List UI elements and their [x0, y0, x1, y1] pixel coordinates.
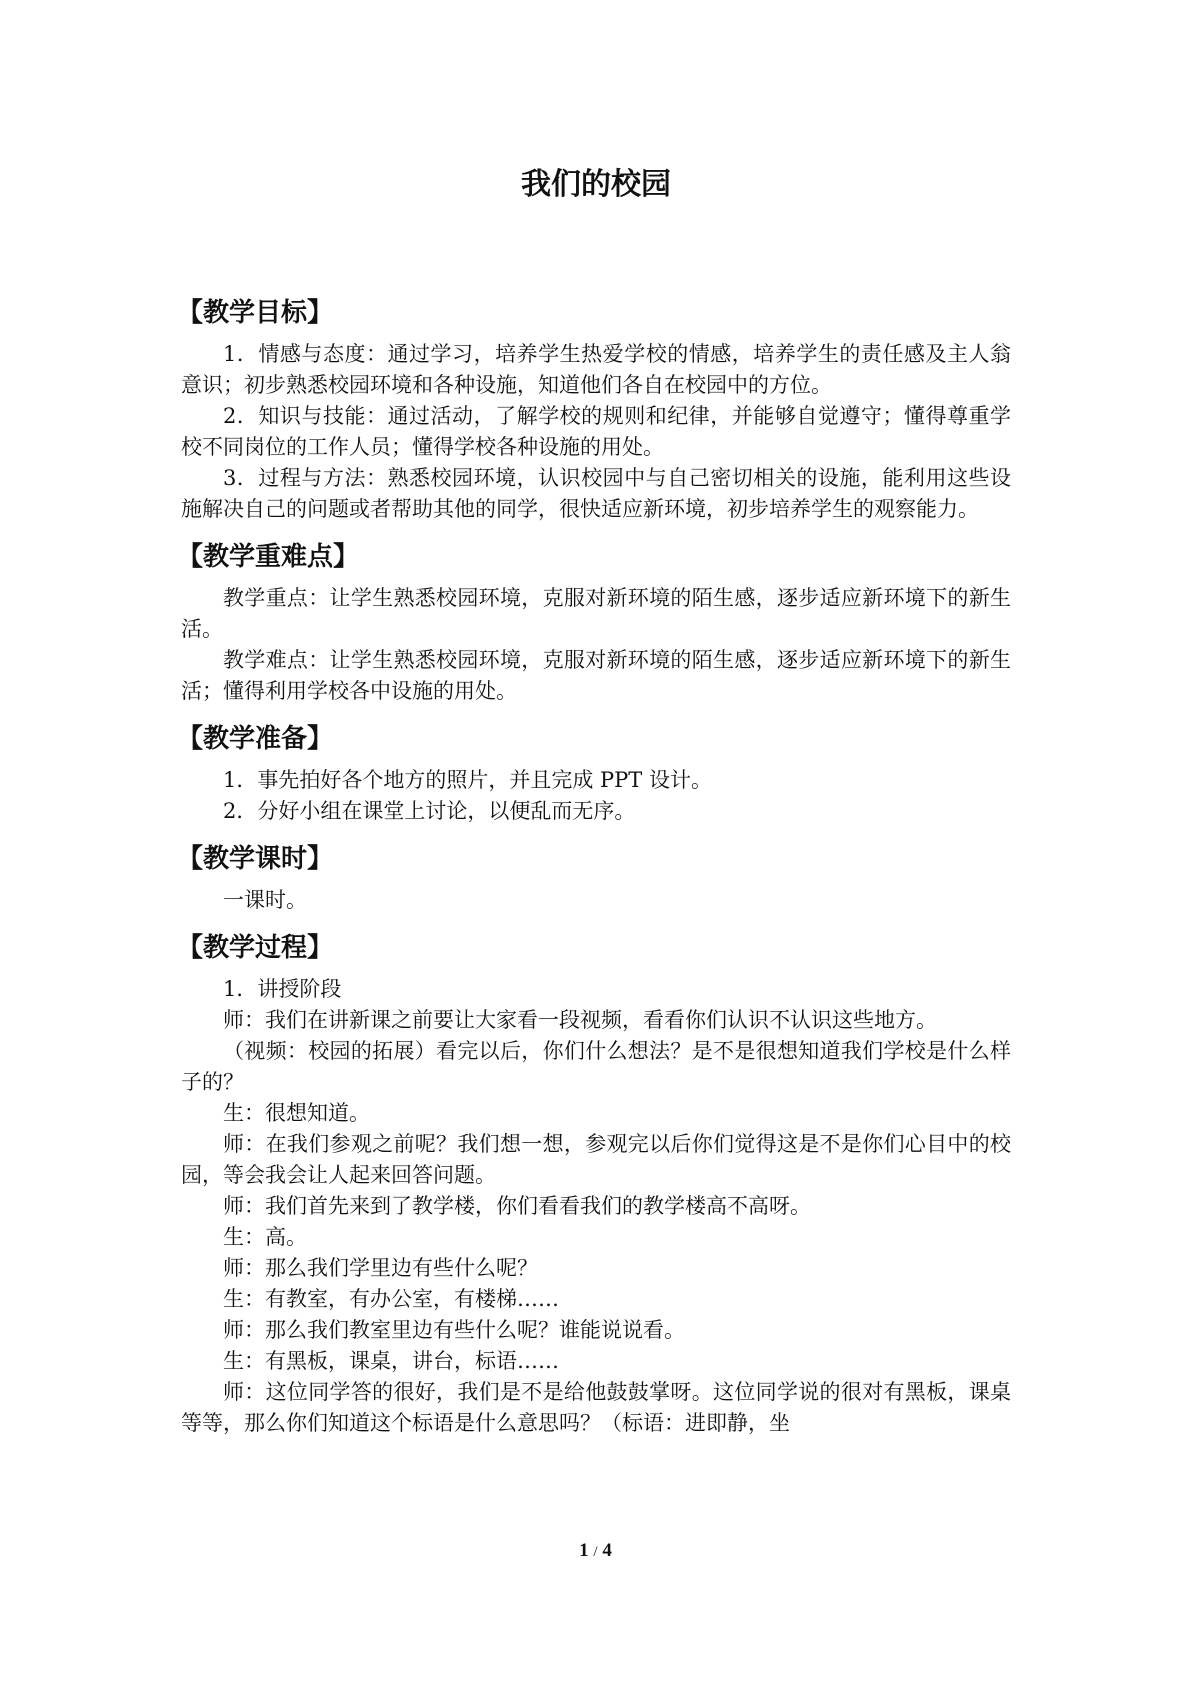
- paragraph: 师：这位同学答的很好，我们是不是给他鼓鼓掌呀。这位同学说的很对有黑板，课桌等等，那么你们知道这个标语是什么意思吗？（标语：进即静，坐: [181, 1380, 1011, 1435]
- paragraph: 1．事先拍好各个地方的照片，并且完成 PPT 设计。: [223, 768, 712, 792]
- paragraph: 2．分好小组在课堂上讨论，以便乱而无序。: [223, 799, 636, 823]
- paragraph: 一课时。: [223, 888, 307, 912]
- paragraph: 生：有教室，有办公室，有楼梯……: [223, 1287, 559, 1311]
- paragraph: 3．过程与方法：熟悉校园环境，认识校园中与自己密切相关的设施，能利用这些设施解决自己的问题或者帮助其他的同学，很快适应新环境，初步培养学生的观察能力。: [181, 466, 1011, 521]
- paragraph: 生：有黑板，课桌，讲台，标语……: [223, 1349, 559, 1373]
- page-number-total: 4: [602, 1540, 612, 1561]
- paragraph: 师：在我们参观之前呢？我们想一想，参观完以后你们觉得这是不是你们心目中的校园，等会我会让人起来回答问题。: [181, 1132, 1011, 1187]
- section-heading: 【教学准备】: [177, 724, 334, 754]
- section: [177, 539, 1011, 707]
- section: [177, 841, 1011, 916]
- section-heading: 【教学过程】: [177, 933, 334, 963]
- section-heading: 【教学目标】: [177, 298, 334, 328]
- paragraph: 师：我们在讲新课之前要让大家看一段视频，看看你们认识不认识这些地方。: [223, 1008, 937, 1032]
- section: [177, 930, 1011, 1439]
- paragraph: 2．知识与技能：通过活动，了解学校的规则和纪律，并能够自觉遵守；懂得尊重学校不同岗位的工作人员；懂得学校各种设施的用处。: [181, 404, 1011, 459]
- page-number-current: 1: [579, 1540, 589, 1561]
- paragraph: 师：那么我们教室里边有些什么呢？谁能说说看。: [223, 1318, 685, 1342]
- paragraph: 师：那么我们学里边有些什么呢？: [223, 1256, 538, 1280]
- section: [177, 721, 1011, 827]
- page-number-separator: /: [593, 1544, 598, 1560]
- paragraph: 教学重点：让学生熟悉校园环境，克服对新环境的陌生感，逐步适应新环境下的新生活。: [181, 586, 1011, 641]
- section: [177, 295, 1011, 525]
- paragraph: 教学难点：让学生熟悉校园环境，克服对新环境的陌生感，逐步适应新环境下的新生活；懂得利用学校各中设施的用处。: [181, 648, 1011, 703]
- paragraph: 生：很想知道。: [223, 1101, 370, 1125]
- section-heading: 【教学重难点】: [177, 542, 360, 572]
- document-body: [177, 295, 1011, 1453]
- paragraph: 1．讲授阶段: [223, 977, 342, 1001]
- paragraph: 生：高。: [223, 1225, 307, 1249]
- page-number: [0, 1540, 1191, 1562]
- paragraph: 1．情感与态度：通过学习，培养学生热爱学校的情感，培养学生的责任感及主人翁意识；初步熟悉校园环境和各种设施，知道他们各自在校园中的方位。: [181, 342, 1011, 397]
- section-heading: 【教学课时】: [177, 844, 334, 874]
- document-title: 我们的校园: [521, 167, 671, 202]
- paragraph: （视频：校园的拓展）看完以后，你们什么想法？是不是很想知道我们学校是什么样子的？: [181, 1039, 1011, 1094]
- paragraph: 师：我们首先来到了教学楼，你们看看我们的教学楼高不高呀。: [223, 1194, 811, 1218]
